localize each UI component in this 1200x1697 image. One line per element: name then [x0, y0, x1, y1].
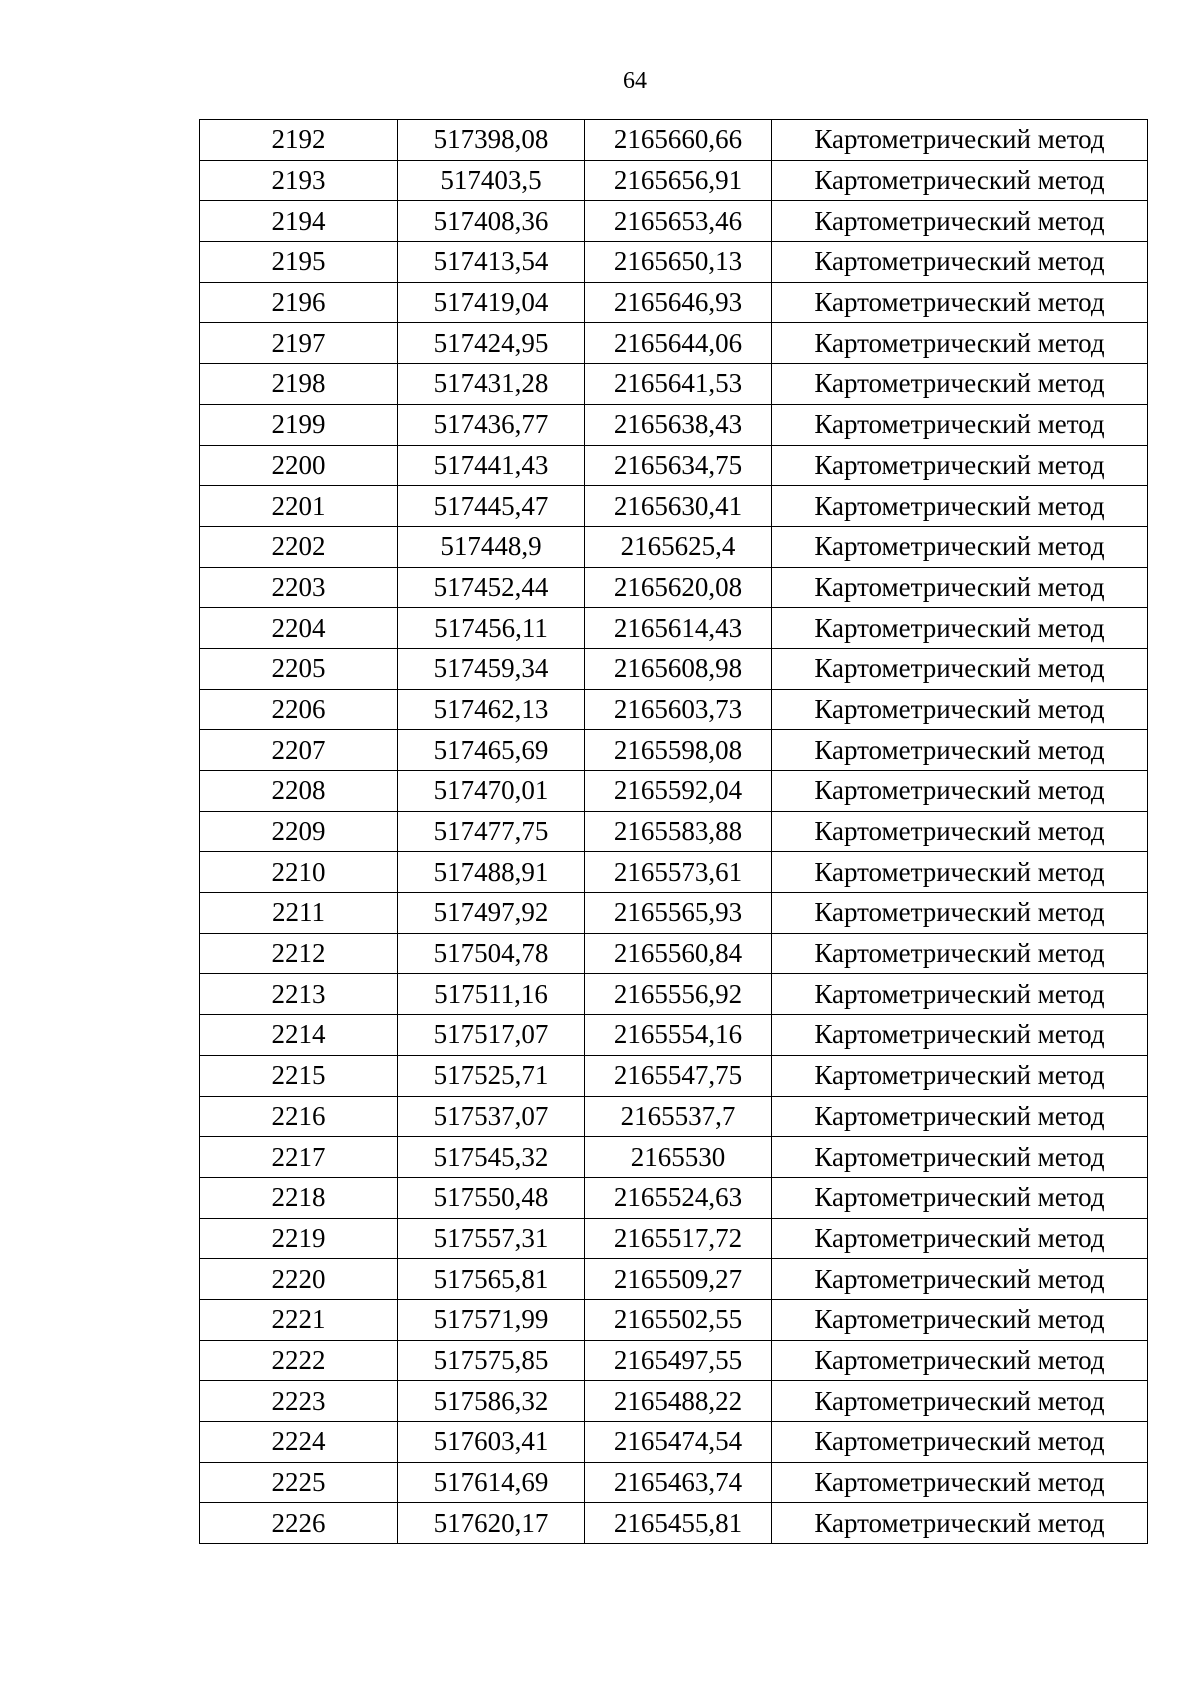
- method-cell: Картометрический метод: [772, 201, 1148, 242]
- table-row: [200, 1462, 1148, 1503]
- point-number-cell: 2217: [200, 1137, 398, 1178]
- y-coordinate-cell: 2165660,66: [585, 120, 772, 161]
- coordinates-table: [199, 119, 1148, 1544]
- method-cell: Картометрический метод: [772, 526, 1148, 567]
- point-number-cell: 2202: [200, 526, 398, 567]
- method-cell: Картометрический метод: [772, 1340, 1148, 1381]
- y-coordinate-cell: 2165634,75: [585, 445, 772, 486]
- x-coordinate-cell: 517614,69: [398, 1462, 585, 1503]
- method-cell: Картометрический метод: [772, 1015, 1148, 1056]
- method-cell: Картометрический метод: [772, 282, 1148, 323]
- y-coordinate-cell: 2165646,93: [585, 282, 772, 323]
- table-row: [200, 1137, 1148, 1178]
- table-row: [200, 1259, 1148, 1300]
- table-row: [200, 160, 1148, 201]
- method-cell: Картометрический метод: [772, 852, 1148, 893]
- method-cell: Картометрический метод: [772, 1381, 1148, 1422]
- x-coordinate-cell: 517452,44: [398, 567, 585, 608]
- method-cell: Картометрический метод: [772, 648, 1148, 689]
- x-coordinate-cell: 517436,77: [398, 404, 585, 445]
- x-coordinate-cell: 517565,81: [398, 1259, 585, 1300]
- method-cell: Картометрический метод: [772, 120, 1148, 161]
- x-coordinate-cell: 517408,36: [398, 201, 585, 242]
- table-row: [200, 242, 1148, 283]
- point-number-cell: 2207: [200, 730, 398, 771]
- method-cell: Картометрический метод: [772, 689, 1148, 730]
- table-row: [200, 201, 1148, 242]
- y-coordinate-cell: 2165497,55: [585, 1340, 772, 1381]
- x-coordinate-cell: 517497,92: [398, 893, 585, 934]
- y-coordinate-cell: 2165560,84: [585, 933, 772, 974]
- x-coordinate-cell: 517465,69: [398, 730, 585, 771]
- table-row: [200, 1299, 1148, 1340]
- table-row: [200, 648, 1148, 689]
- table-row: [200, 486, 1148, 527]
- y-coordinate-cell: 2165644,06: [585, 323, 772, 364]
- table-row: [200, 689, 1148, 730]
- y-coordinate-cell: 2165502,55: [585, 1299, 772, 1340]
- table-row: [200, 1503, 1148, 1544]
- point-number-cell: 2216: [200, 1096, 398, 1137]
- y-coordinate-cell: 2165463,74: [585, 1462, 772, 1503]
- x-coordinate-cell: 517424,95: [398, 323, 585, 364]
- point-number-cell: 2222: [200, 1340, 398, 1381]
- point-number-cell: 2204: [200, 608, 398, 649]
- point-number-cell: 2195: [200, 242, 398, 283]
- x-coordinate-cell: 517431,28: [398, 364, 585, 405]
- y-coordinate-cell: 2165488,22: [585, 1381, 772, 1422]
- table-row: [200, 608, 1148, 649]
- point-number-cell: 2193: [200, 160, 398, 201]
- table-row: [200, 404, 1148, 445]
- point-number-cell: 2223: [200, 1381, 398, 1422]
- point-number-cell: 2206: [200, 689, 398, 730]
- page-number: 64: [623, 68, 647, 94]
- method-cell: Картометрический метод: [772, 364, 1148, 405]
- point-number-cell: 2224: [200, 1422, 398, 1463]
- y-coordinate-cell: 2165530: [585, 1137, 772, 1178]
- y-coordinate-cell: 2165556,92: [585, 974, 772, 1015]
- point-number-cell: 2226: [200, 1503, 398, 1544]
- point-number-cell: 2192: [200, 120, 398, 161]
- table-row: [200, 1381, 1148, 1422]
- point-number-cell: 2203: [200, 567, 398, 608]
- table-row: [200, 1015, 1148, 1056]
- method-cell: Картометрический метод: [772, 1462, 1148, 1503]
- point-number-cell: 2194: [200, 201, 398, 242]
- table-row: [200, 1340, 1148, 1381]
- method-cell: Картометрический метод: [772, 445, 1148, 486]
- x-coordinate-cell: 517586,32: [398, 1381, 585, 1422]
- x-coordinate-cell: 517413,54: [398, 242, 585, 283]
- point-number-cell: 2220: [200, 1259, 398, 1300]
- x-coordinate-cell: 517488,91: [398, 852, 585, 893]
- table-row: [200, 852, 1148, 893]
- y-coordinate-cell: 2165603,73: [585, 689, 772, 730]
- y-coordinate-cell: 2165630,41: [585, 486, 772, 527]
- x-coordinate-cell: 517571,99: [398, 1299, 585, 1340]
- table-row: [200, 811, 1148, 852]
- x-coordinate-cell: 517603,41: [398, 1422, 585, 1463]
- point-number-cell: 2197: [200, 323, 398, 364]
- table-row: [200, 1096, 1148, 1137]
- point-number-cell: 2210: [200, 852, 398, 893]
- x-coordinate-cell: 517398,08: [398, 120, 585, 161]
- y-coordinate-cell: 2165620,08: [585, 567, 772, 608]
- table-row: [200, 120, 1148, 161]
- coordinates-table-body: [200, 120, 1148, 1544]
- y-coordinate-cell: 2165537,7: [585, 1096, 772, 1137]
- method-cell: Картометрический метод: [772, 933, 1148, 974]
- point-number-cell: 2201: [200, 486, 398, 527]
- table-row: [200, 364, 1148, 405]
- table-row: [200, 1422, 1148, 1463]
- point-number-cell: 2214: [200, 1015, 398, 1056]
- point-number-cell: 2196: [200, 282, 398, 323]
- y-coordinate-cell: 2165573,61: [585, 852, 772, 893]
- table-row: [200, 282, 1148, 323]
- x-coordinate-cell: 517537,07: [398, 1096, 585, 1137]
- method-cell: Картометрический метод: [772, 404, 1148, 445]
- x-coordinate-cell: 517419,04: [398, 282, 585, 323]
- x-coordinate-cell: 517525,71: [398, 1055, 585, 1096]
- table-row: [200, 771, 1148, 812]
- y-coordinate-cell: 2165565,93: [585, 893, 772, 934]
- y-coordinate-cell: 2165474,54: [585, 1422, 772, 1463]
- table-row: [200, 1218, 1148, 1259]
- table-row: [200, 730, 1148, 771]
- y-coordinate-cell: 2165455,81: [585, 1503, 772, 1544]
- y-coordinate-cell: 2165583,88: [585, 811, 772, 852]
- y-coordinate-cell: 2165614,43: [585, 608, 772, 649]
- point-number-cell: 2213: [200, 974, 398, 1015]
- x-coordinate-cell: 517445,47: [398, 486, 585, 527]
- method-cell: Картометрический метод: [772, 1218, 1148, 1259]
- x-coordinate-cell: 517557,31: [398, 1218, 585, 1259]
- method-cell: Картометрический метод: [772, 323, 1148, 364]
- method-cell: Картометрический метод: [772, 1503, 1148, 1544]
- method-cell: Картометрический метод: [772, 1177, 1148, 1218]
- x-coordinate-cell: 517511,16: [398, 974, 585, 1015]
- y-coordinate-cell: 2165509,27: [585, 1259, 772, 1300]
- method-cell: Картометрический метод: [772, 1299, 1148, 1340]
- y-coordinate-cell: 2165625,4: [585, 526, 772, 567]
- point-number-cell: 2211: [200, 893, 398, 934]
- point-number-cell: 2208: [200, 771, 398, 812]
- x-coordinate-cell: 517620,17: [398, 1503, 585, 1544]
- method-cell: Картометрический метод: [772, 893, 1148, 934]
- table-row: [200, 567, 1148, 608]
- y-coordinate-cell: 2165638,43: [585, 404, 772, 445]
- method-cell: Картометрический метод: [772, 486, 1148, 527]
- y-coordinate-cell: 2165641,53: [585, 364, 772, 405]
- x-coordinate-cell: 517517,07: [398, 1015, 585, 1056]
- point-number-cell: 2221: [200, 1299, 398, 1340]
- y-coordinate-cell: 2165650,13: [585, 242, 772, 283]
- y-coordinate-cell: 2165653,46: [585, 201, 772, 242]
- table-row: [200, 323, 1148, 364]
- x-coordinate-cell: 517403,5: [398, 160, 585, 201]
- point-number-cell: 2212: [200, 933, 398, 974]
- table-row: [200, 526, 1148, 567]
- method-cell: Картометрический метод: [772, 771, 1148, 812]
- method-cell: Картометрический метод: [772, 608, 1148, 649]
- x-coordinate-cell: 517504,78: [398, 933, 585, 974]
- x-coordinate-cell: 517441,43: [398, 445, 585, 486]
- point-number-cell: 2215: [200, 1055, 398, 1096]
- table-row: [200, 445, 1148, 486]
- x-coordinate-cell: 517448,9: [398, 526, 585, 567]
- point-number-cell: 2200: [200, 445, 398, 486]
- table-row: [200, 974, 1148, 1015]
- x-coordinate-cell: 517545,32: [398, 1137, 585, 1178]
- table-row: [200, 1055, 1148, 1096]
- y-coordinate-cell: 2165608,98: [585, 648, 772, 689]
- x-coordinate-cell: 517477,75: [398, 811, 585, 852]
- method-cell: Картометрический метод: [772, 1422, 1148, 1463]
- y-coordinate-cell: 2165598,08: [585, 730, 772, 771]
- x-coordinate-cell: 517456,11: [398, 608, 585, 649]
- point-number-cell: 2225: [200, 1462, 398, 1503]
- y-coordinate-cell: 2165554,16: [585, 1015, 772, 1056]
- y-coordinate-cell: 2165547,75: [585, 1055, 772, 1096]
- x-coordinate-cell: 517550,48: [398, 1177, 585, 1218]
- point-number-cell: 2209: [200, 811, 398, 852]
- point-number-cell: 2199: [200, 404, 398, 445]
- y-coordinate-cell: 2165524,63: [585, 1177, 772, 1218]
- point-number-cell: 2218: [200, 1177, 398, 1218]
- y-coordinate-cell: 2165656,91: [585, 160, 772, 201]
- y-coordinate-cell: 2165592,04: [585, 771, 772, 812]
- table-row: [200, 893, 1148, 934]
- method-cell: Картометрический метод: [772, 1137, 1148, 1178]
- x-coordinate-cell: 517462,13: [398, 689, 585, 730]
- method-cell: Картометрический метод: [772, 811, 1148, 852]
- method-cell: Картометрический метод: [772, 567, 1148, 608]
- x-coordinate-cell: 517575,85: [398, 1340, 585, 1381]
- method-cell: Картометрический метод: [772, 974, 1148, 1015]
- method-cell: Картометрический метод: [772, 730, 1148, 771]
- table-row: [200, 1177, 1148, 1218]
- x-coordinate-cell: 517459,34: [398, 648, 585, 689]
- point-number-cell: 2219: [200, 1218, 398, 1259]
- point-number-cell: 2198: [200, 364, 398, 405]
- method-cell: Картометрический метод: [772, 242, 1148, 283]
- method-cell: Картометрический метод: [772, 1259, 1148, 1300]
- point-number-cell: 2205: [200, 648, 398, 689]
- table-row: [200, 933, 1148, 974]
- method-cell: Картометрический метод: [772, 160, 1148, 201]
- method-cell: Картометрический метод: [772, 1096, 1148, 1137]
- x-coordinate-cell: 517470,01: [398, 771, 585, 812]
- method-cell: Картометрический метод: [772, 1055, 1148, 1096]
- y-coordinate-cell: 2165517,72: [585, 1218, 772, 1259]
